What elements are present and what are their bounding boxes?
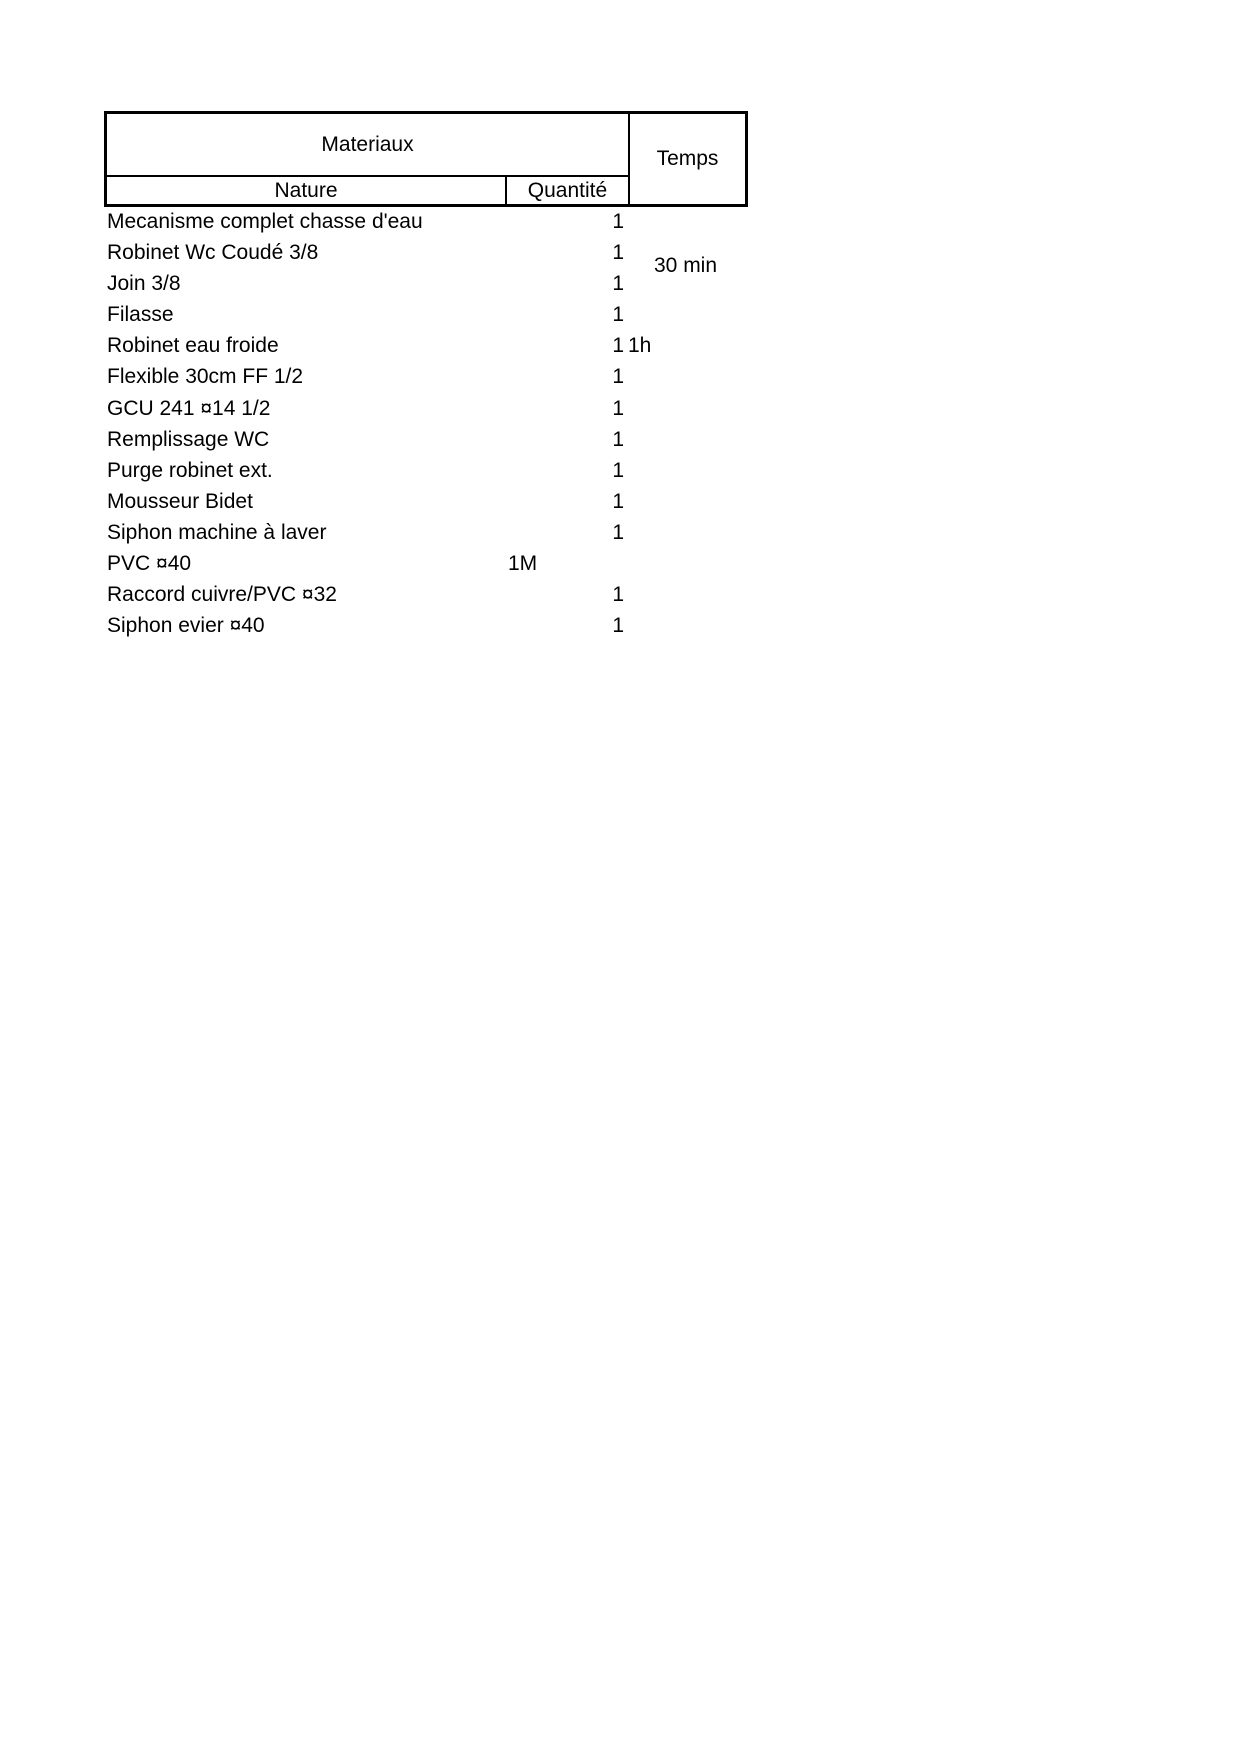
cell-nature: Flexible 30cm FF 1/2 — [107, 365, 304, 389]
table-row — [104, 363, 748, 394]
table-row — [104, 426, 748, 457]
cell-nature: Robinet eau froide — [107, 334, 279, 358]
cell-quantite: 1 — [612, 583, 624, 607]
table-row — [104, 581, 748, 612]
cell-quantite: 1 — [612, 365, 624, 389]
cell-quantite: 1 — [612, 210, 624, 233]
cell-nature: GCU 241 ¤14 1/2 — [107, 396, 271, 420]
cell-temps: 1h — [628, 334, 652, 358]
cell-quantite: 1 — [612, 272, 624, 296]
cell-quantite: 1 — [612, 303, 624, 327]
table-row — [104, 550, 748, 581]
table-row — [104, 457, 748, 488]
header-materiaux: Materiaux — [107, 114, 630, 177]
cell-nature: Filasse — [107, 303, 174, 327]
cell-quantite: 1 — [612, 396, 624, 420]
temps-group-value: 30 min — [654, 254, 718, 277]
cell-nature: Siphon machine à laver — [107, 520, 327, 544]
table-body — [104, 208, 748, 643]
table-row — [104, 208, 748, 239]
cell-quantite: 1 — [612, 241, 624, 265]
cell-nature: PVC ¤40 — [107, 552, 192, 576]
cell-quantite: 1 — [612, 489, 624, 513]
header-quantite: Quantité — [507, 177, 630, 204]
table-header — [104, 111, 748, 207]
cell-quantite: 1 — [612, 614, 624, 638]
cell-nature: Join 3/8 — [107, 272, 181, 296]
cell-nature: Mousseur Bidet — [107, 489, 253, 513]
header-nature: Nature — [107, 177, 507, 204]
table-row — [104, 395, 748, 426]
cell-quantite: 1 — [612, 458, 624, 482]
header-temps: Temps — [656, 147, 719, 170]
cell-nature: Remplissage WC — [107, 427, 270, 451]
cell-quantite: 1 — [612, 520, 624, 544]
cell-nature: Raccord cuivre/PVC ¤32 — [107, 583, 337, 607]
table-row — [104, 519, 748, 550]
cell-quantite: 1 — [612, 334, 624, 358]
table-row — [104, 301, 748, 332]
table-row — [104, 239, 748, 270]
cell-nature: Purge robinet ext. — [107, 458, 273, 482]
cell-quantite: 1M — [508, 552, 538, 576]
cell-quantite: 1 — [612, 427, 624, 451]
cell-nature: Robinet Wc Coudé 3/8 — [107, 241, 319, 265]
cell-nature: Mecanisme complet chasse d'eau — [107, 210, 423, 233]
cell-nature: Siphon evier ¤40 — [107, 614, 265, 638]
table-row — [104, 488, 748, 519]
table-row — [104, 270, 748, 301]
table-row — [104, 332, 748, 363]
table-row — [104, 612, 748, 643]
